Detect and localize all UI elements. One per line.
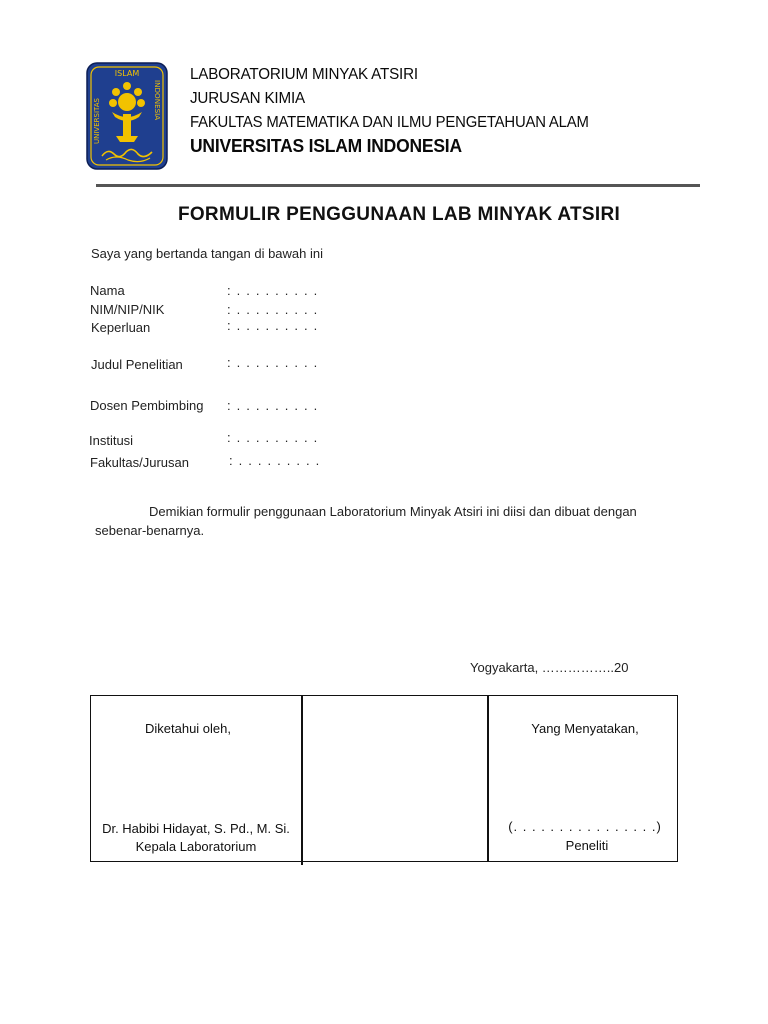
field-value-dosen[interactable]: : . . . . . . . . . — [227, 398, 319, 413]
logo-right-text: INDONESIA — [153, 80, 162, 121]
official-name: Dr. Habibi Hidayat, S. Pd., M. Si. — [102, 821, 290, 836]
official-role: Kepala Laboratorium — [135, 839, 257, 854]
closing-line-1: Demikian formulir penggunaan Laboratorium Minyak Atsiri ini diisi dan dibuat dengan — [149, 504, 637, 519]
university-logo — [86, 62, 168, 170]
field-label-judul: Judul Penelitian — [91, 357, 183, 372]
field-label-nama: Nama — [90, 283, 125, 298]
header-divider — [96, 184, 700, 187]
intro-text: Saya yang bertanda tangan di bawah ini — [91, 246, 324, 261]
logo-left-text: UNIVERSITAS — [93, 98, 101, 144]
department-name: JURUSAN KIMIA — [190, 90, 305, 107]
known-by-heading: Diketahui oleh, — [145, 721, 231, 736]
field-value-institusi[interactable]: : . . . . . . . . . — [227, 430, 319, 445]
faculty-name: FAKULTAS MATEMATIKA DAN ILMU PENGETAHUAN ALAM — [190, 114, 589, 131]
place-date[interactable]: Yogyakarta, ……………..20 — [470, 660, 629, 675]
researcher-role: Peneliti — [565, 838, 609, 853]
field-value-nama[interactable]: : . . . . . . . . . — [227, 283, 319, 298]
field-label-keperluan: Keperluan — [91, 320, 151, 335]
field-value-fakultas[interactable]: : . . . . . . . . . — [229, 453, 321, 468]
form-title: FORMULIR PENGGUNAAN LAB MINYAK ATSIRI — [177, 204, 621, 225]
closing-line-2: sebenar-benarnya. — [95, 523, 205, 538]
signature-blank[interactable]: (. . . . . . . . . . . . . . . .) — [508, 819, 662, 834]
field-label-dosen: Dosen Pembimbing — [90, 398, 204, 413]
field-value-judul[interactable]: : . . . . . . . . . — [227, 355, 319, 370]
field-value-nim[interactable]: : . . . . . . . . . — [227, 302, 319, 317]
declaring-heading: Yang Menyatakan, — [531, 721, 639, 736]
field-label-fakultas: Fakultas/Jurusan — [90, 455, 189, 470]
lab-name: LABORATORIUM MINYAK ATSIRI — [190, 66, 418, 83]
field-label-nim: NIM/NIP/NIK — [90, 302, 165, 317]
logo-top-text: ISLAM — [114, 69, 140, 78]
university-name: UNIVERSITAS ISLAM INDONESIA — [190, 136, 462, 156]
field-label-institusi: Institusi — [89, 433, 134, 448]
field-value-keperluan[interactable]: : . . . . . . . . . — [227, 318, 319, 333]
